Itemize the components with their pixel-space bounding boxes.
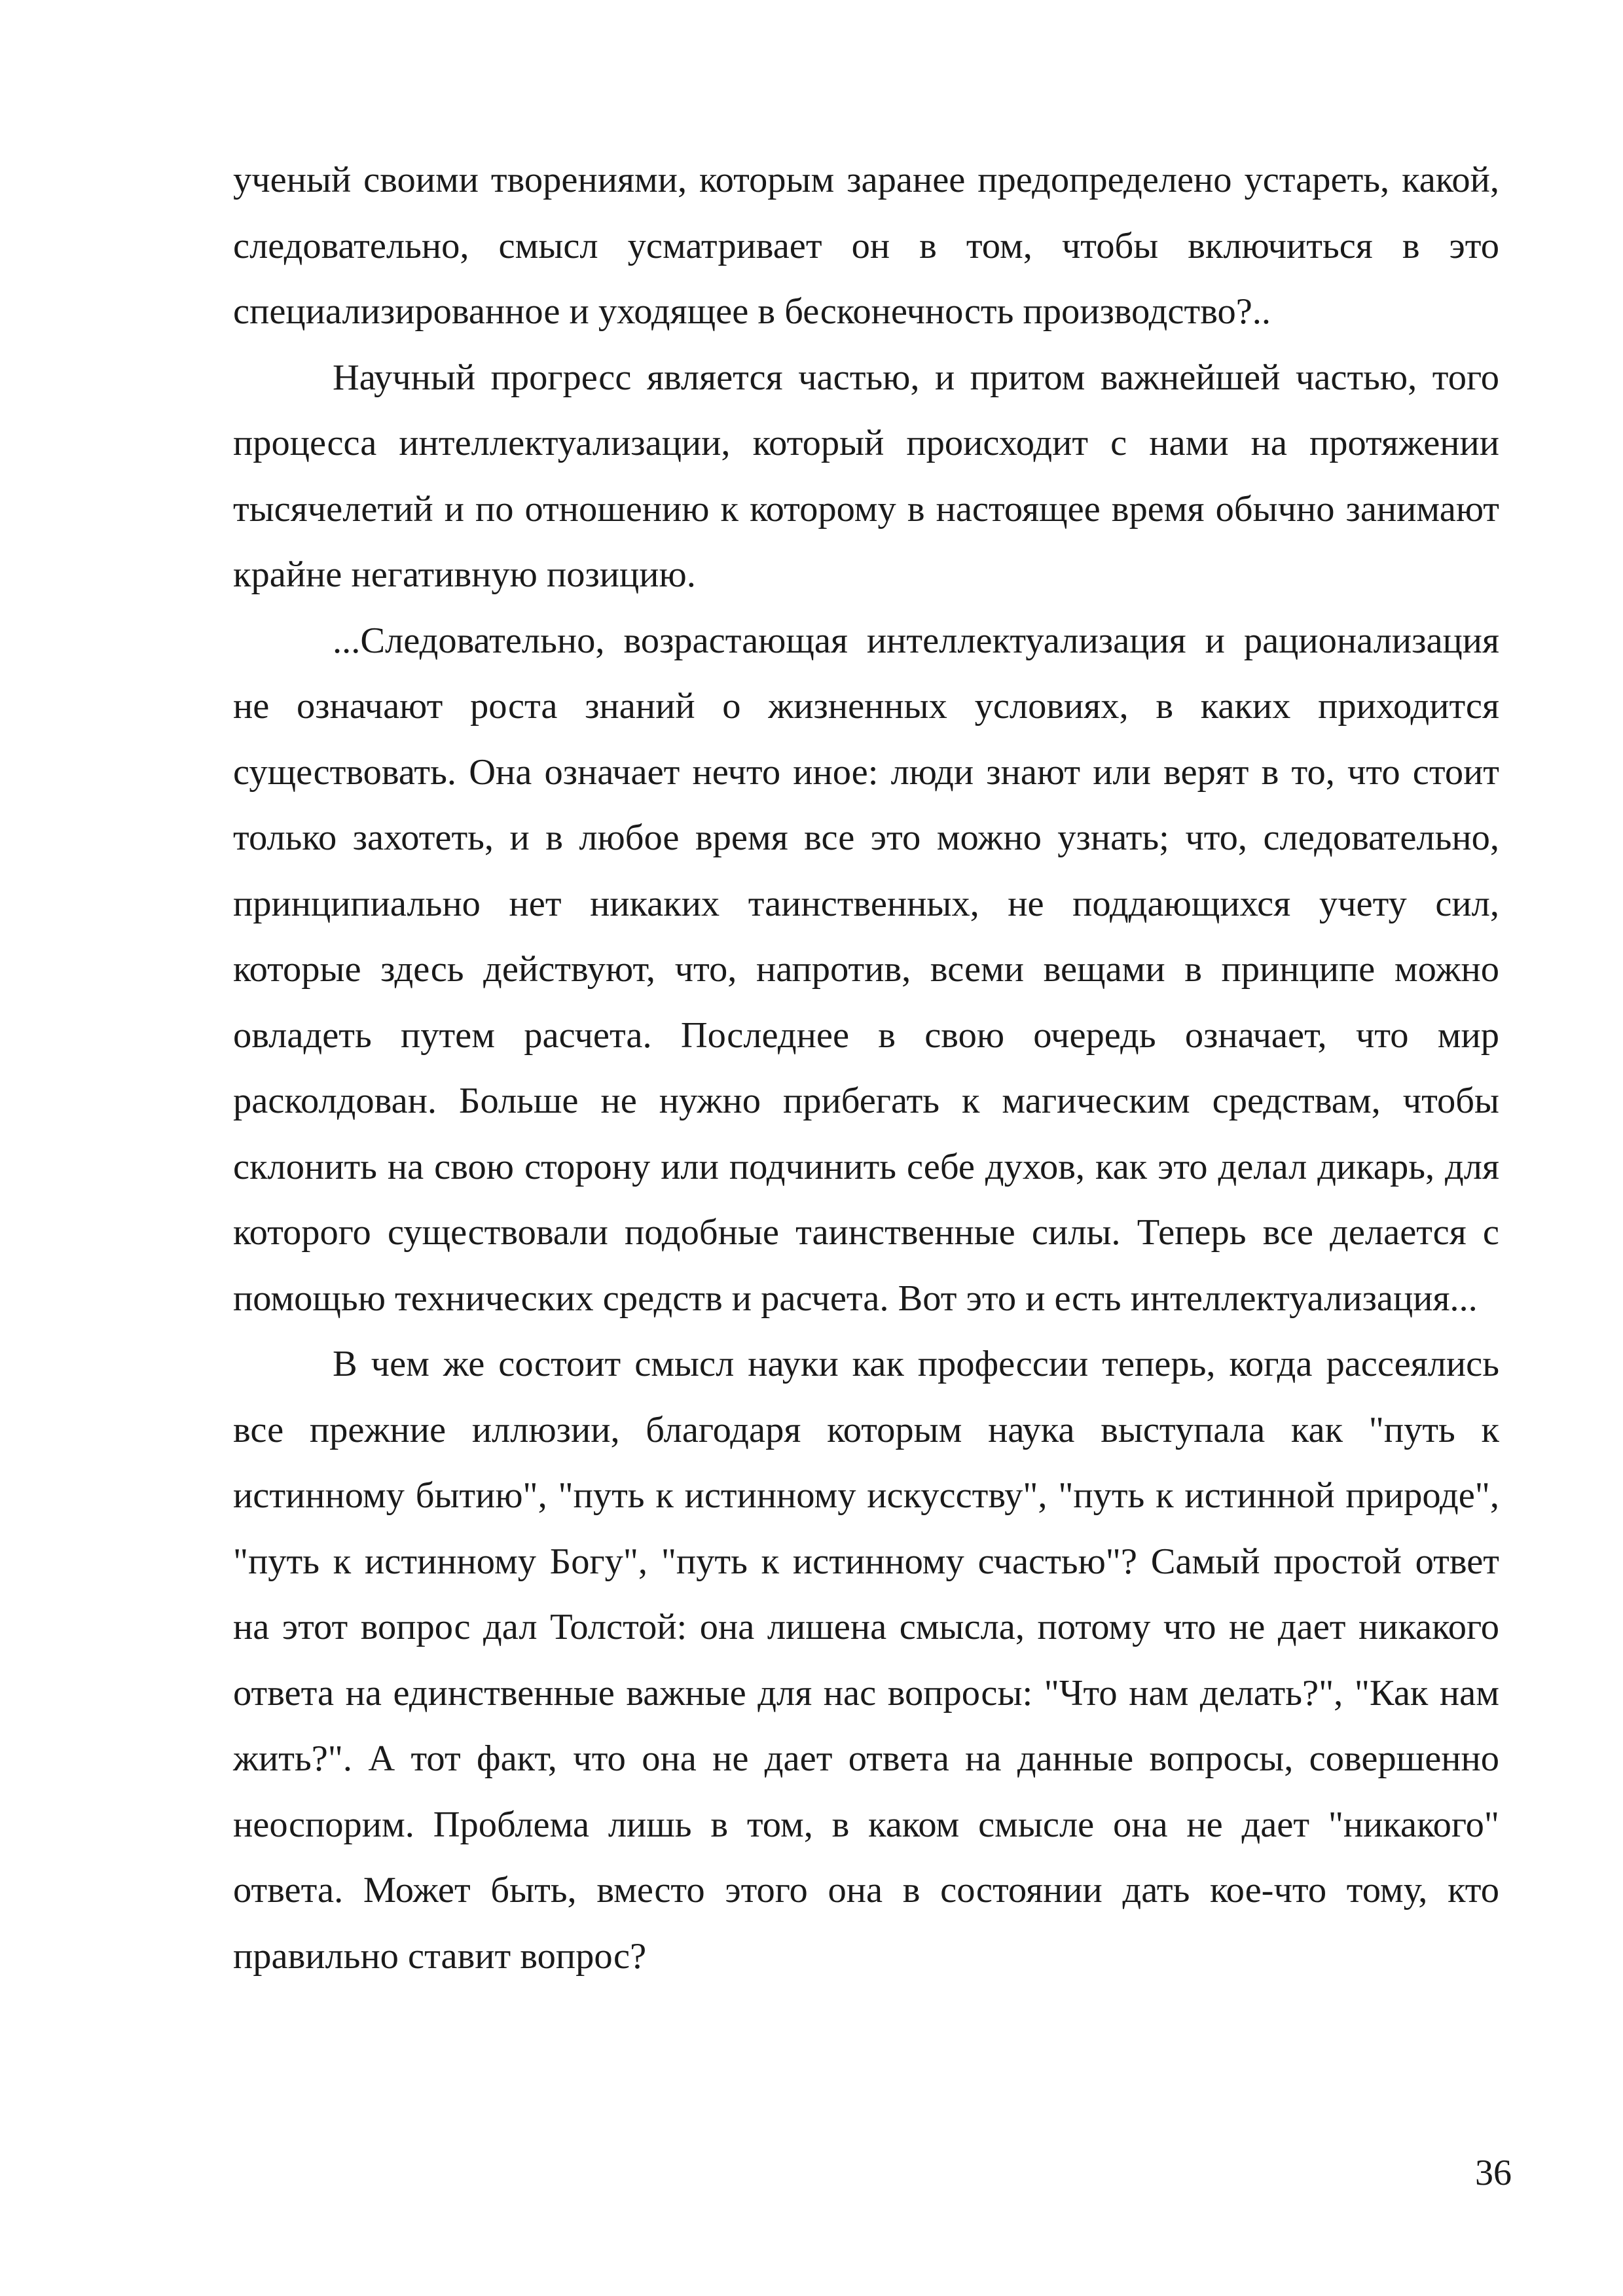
paragraph-scientific-progress: Научный прогресс является частью, и притом важнейшей частью, того процесса интеллектуализации, который происходит с нами на протяжении тысячелетий и по отношению к которому в настоящее время обычно занимают крайне негативную позицию. (233, 357, 1499, 595)
page-number: 36 (1475, 2153, 1512, 2193)
paragraph-continuation: ученый своими творениями, которым заранее предопределено устареть, какой, следовательно, смысл усматривает он в том, чтобы включиться в это специализированное и уходящее в бесконечность производство?.. (233, 160, 1499, 332)
paragraph-meaning-of-science: В чем же состоит смысл науки как профессии теперь, когда рассеялись все прежние иллюзии, благодаря которым наука выступала как "путь к истинному бытию", "путь к истинному искусству", "путь к истинной природе", "путь к истинному Богу", "путь к истинному счастью"? Самый простой ответ на этот вопрос дал Толстой: она лишена смысла, потому что не дает никакого ответа на единственные важные для нас вопросы: "Что нам делать?", "Как нам жить?". А тот факт, что она не дает ответа на данные вопросы, совершенно неоспорим. Проблема лишь в том, в каком смысле она не дает "никакого" ответа. Может быть, вместо этого она в состоянии дать кое-что тому, кто правильно ставит вопрос? (233, 1344, 1499, 1977)
paragraph-intellectualization: ...Следовательно, возрастающая интеллектуализация и рационализация не означают роста знаний о жизненных условиях, в каких приходится существовать. Она означает нечто иное: люди знают или верят в то, что стоит только захотеть, и в любое время все это можно узнать; что, следовательно, принципиально нет никаких таинственных, не поддающихся учету сил, которые здесь действуют, что, напротив, всеми вещами в принципе можно овладеть путем расчета. Последнее в свою очередь означает, что мир расколдован. Больше не нужно прибегать к магическим средствам, чтобы склонить на свою сторону или подчинить себе духов, как это делал дикарь, для которого существовали подобные таинственные силы. Теперь все делается с помощью технических средств и расчета. Вот это и есть интеллектуализация... (233, 620, 1499, 1319)
body-text (233, 147, 1499, 1989)
